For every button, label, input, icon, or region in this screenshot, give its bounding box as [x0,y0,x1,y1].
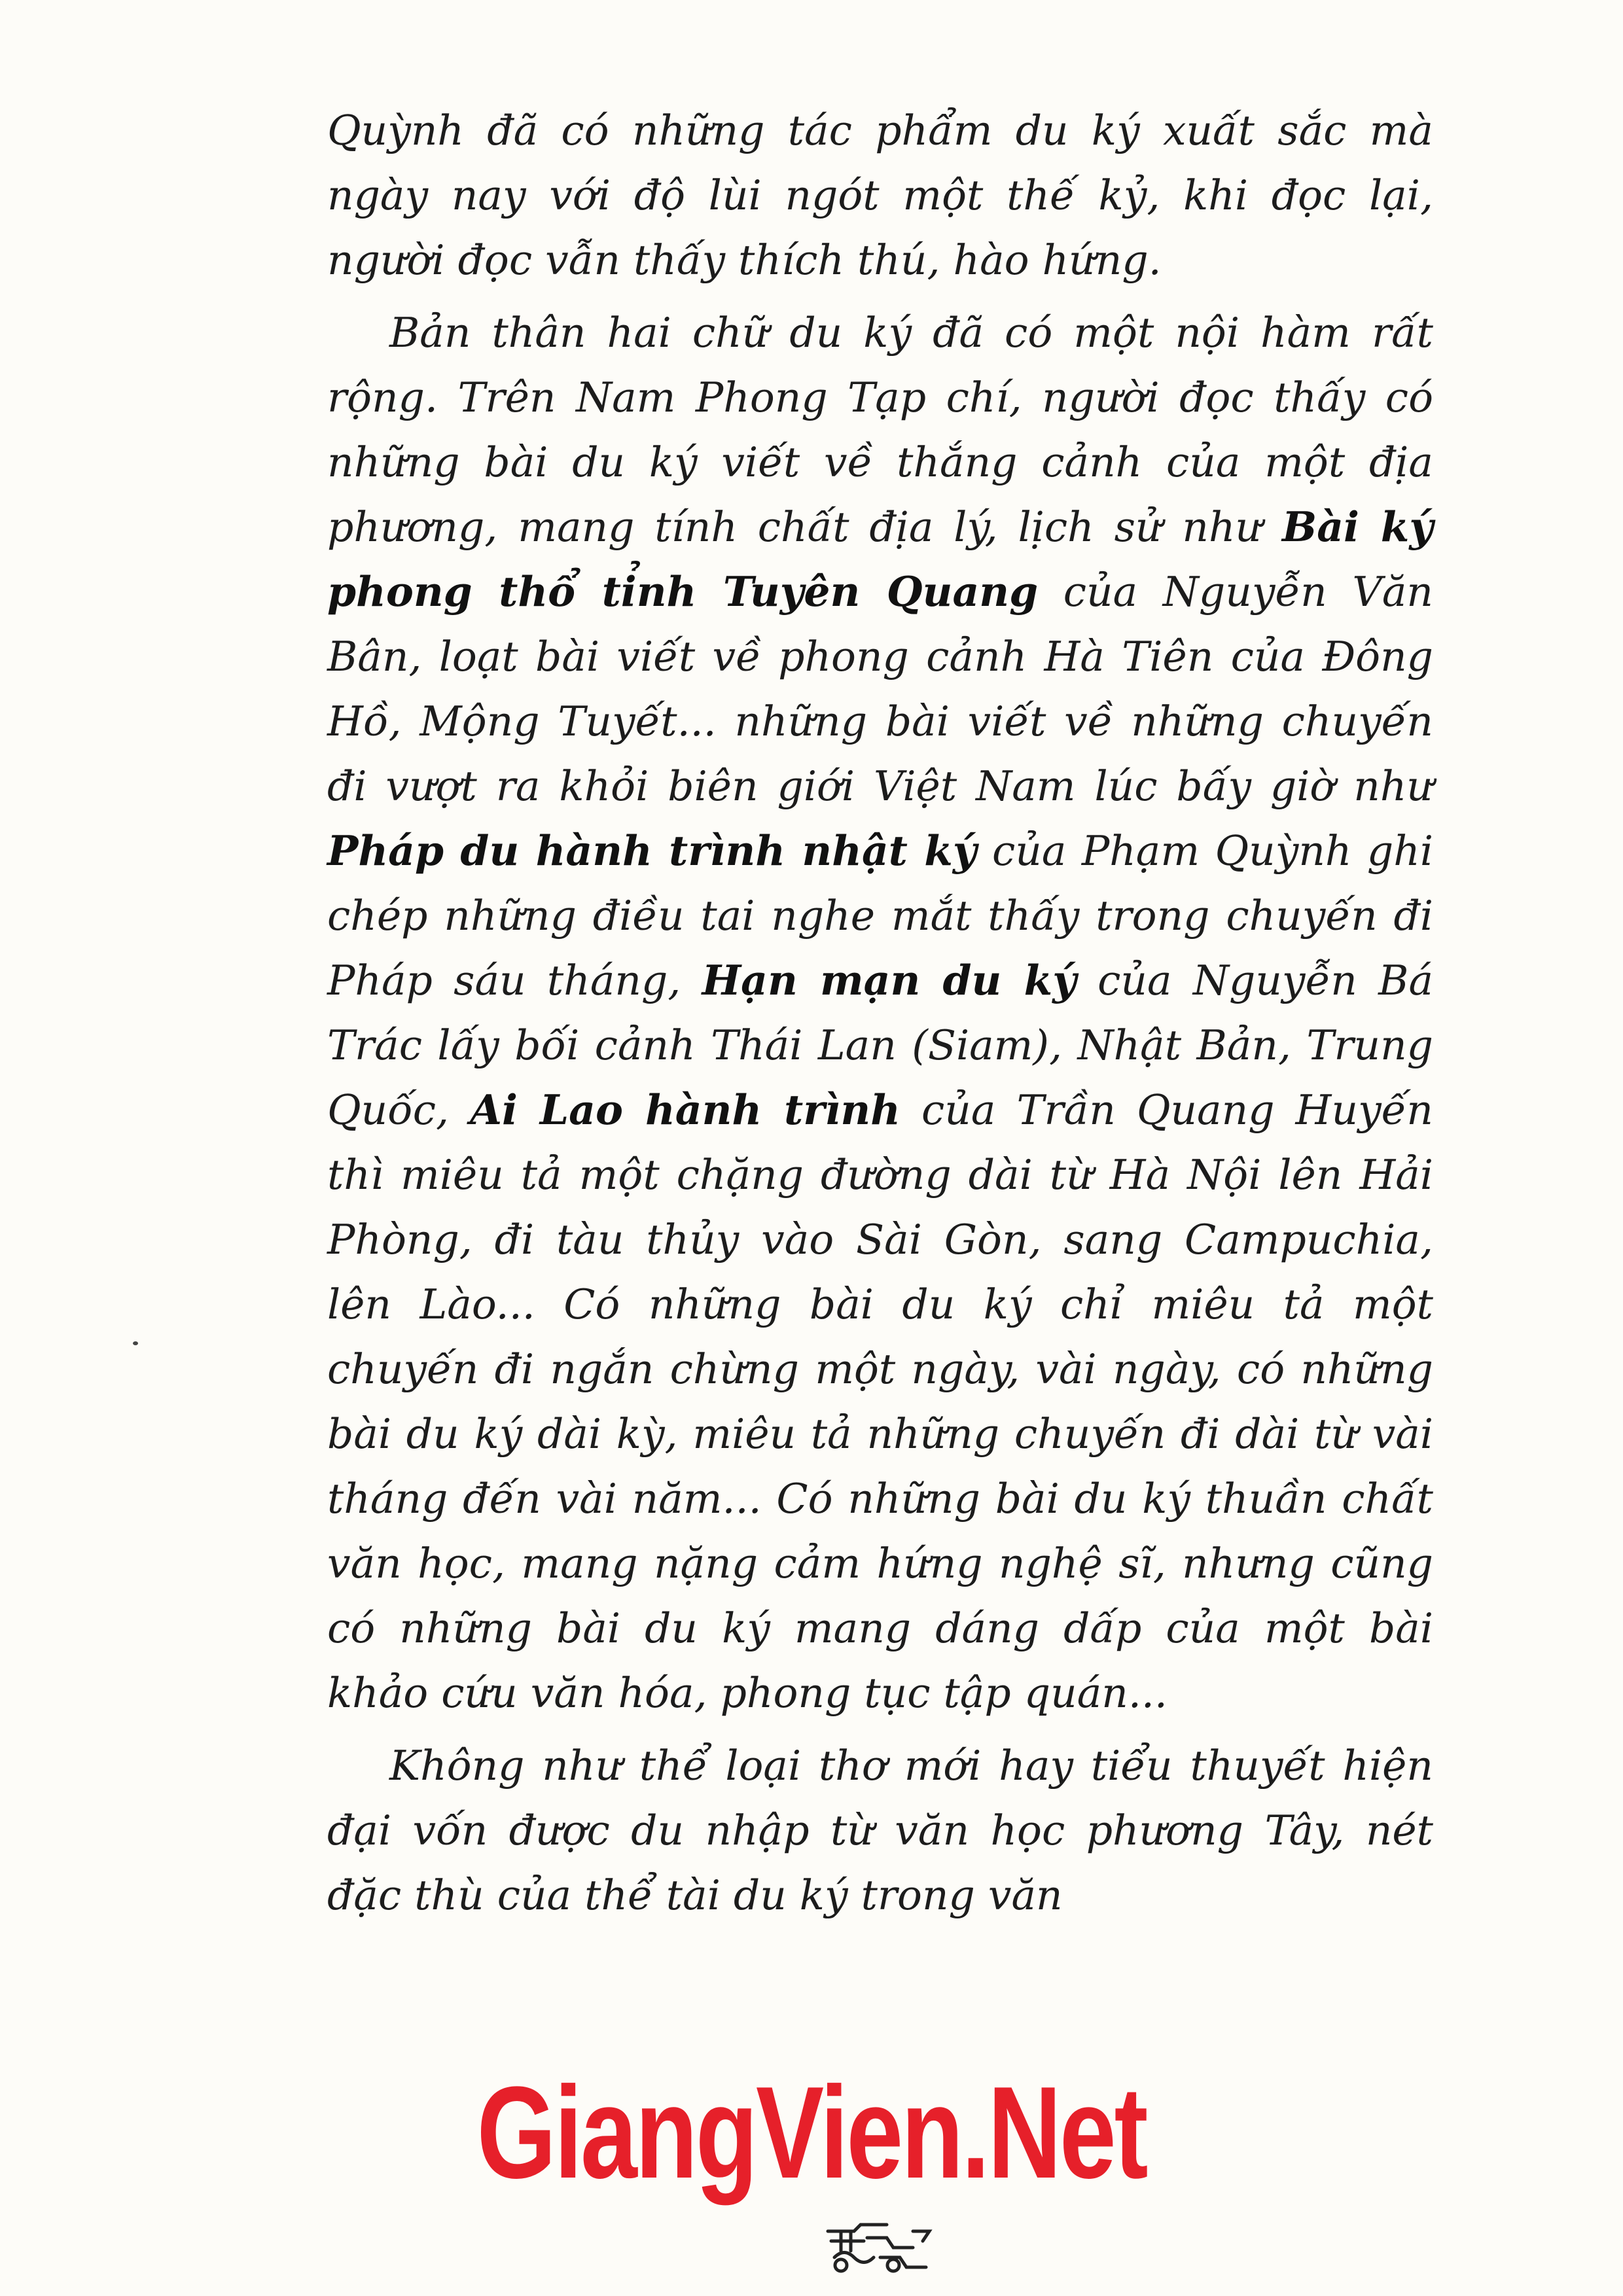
text-run: Quỳnh đã có những tác phẩm du ký xuất sắc mà ngày nay với độ lùi ngót một thế kỷ, khi đọc lại, người đọc vẫn thấy thích thú, hào hứng. [327,107,1433,284]
watermark-text: GiangVien.Net [476,2060,1147,2206]
decorative-vignette-icon [815,2212,939,2277]
body-text [327,98,1433,1935]
bold-title-run: Ai Lao hành trình [470,1086,901,1134]
bold-title-run: Pháp du hành trình nhật ký [327,826,977,875]
bold-title-run: Bài ký phong thổ tỉnh Tuyên Quang [327,503,1434,616]
text-run: của Nguyễn Bá Trác lấy bối cảnh Thái Lan (Siam), Nhật Bản, Trung Quốc, [327,957,1433,1134]
paragraph [327,98,1433,292]
bold-title-run: Hạn mạn du ký [702,956,1077,1004]
text-run: của Trần Quang Huyến thì miêu tả một chặng đường dài từ Hà Nội lên Hải Phòng, đi tàu thủy vào Sài Gòn, sang Campuchia, lên Lào... Có những bài du ký chỉ miêu tả một chuyến đi ngắn chừng một ngày, vài ngày, có những bài du ký dài kỳ, miêu tả những chuyến đi dài từ vài tháng đến vài năm... Có những bài du ký thuần chất văn học, mang nặng cảm hứng nghệ sĩ, nhưng cũng có những bài du ký mang dáng dấp của một bài khảo cứu văn hóa, phong tục tập quán... [327,1086,1433,1717]
text-run: Không như thể loại thơ mới hay tiểu thuyết hiện đại vốn được du nhập từ văn học phương Tây, nét đặc thù của thể tài du ký trong văn [327,1742,1433,1919]
paragraph [327,1733,1433,1928]
paragraph [327,300,1433,1725]
page-speck [133,1341,138,1345]
text-run: của Nguyễn Văn Bân, loạt bài viết về phong cảnh Hà Tiên của Đông Hồ, Mộng Tuyết... những bài viết về những chuyến đi vượt ra khỏi biên giới Việt Nam lúc bấy giờ như [327,568,1433,810]
text-run: của Phạm Quỳnh ghi chép những điều tai nghe mắt thấy trong chuyến đi Pháp sáu tháng, [327,827,1433,1004]
text-run: Bản thân hai chữ du ký đã có một nội hàm rất rộng. Trên Nam Phong Tạp chí, người đọc thấy có những bài du ký viết về thắng cảnh của một địa phương, mang tính chất địa lý, lịch sử như [327,309,1433,551]
